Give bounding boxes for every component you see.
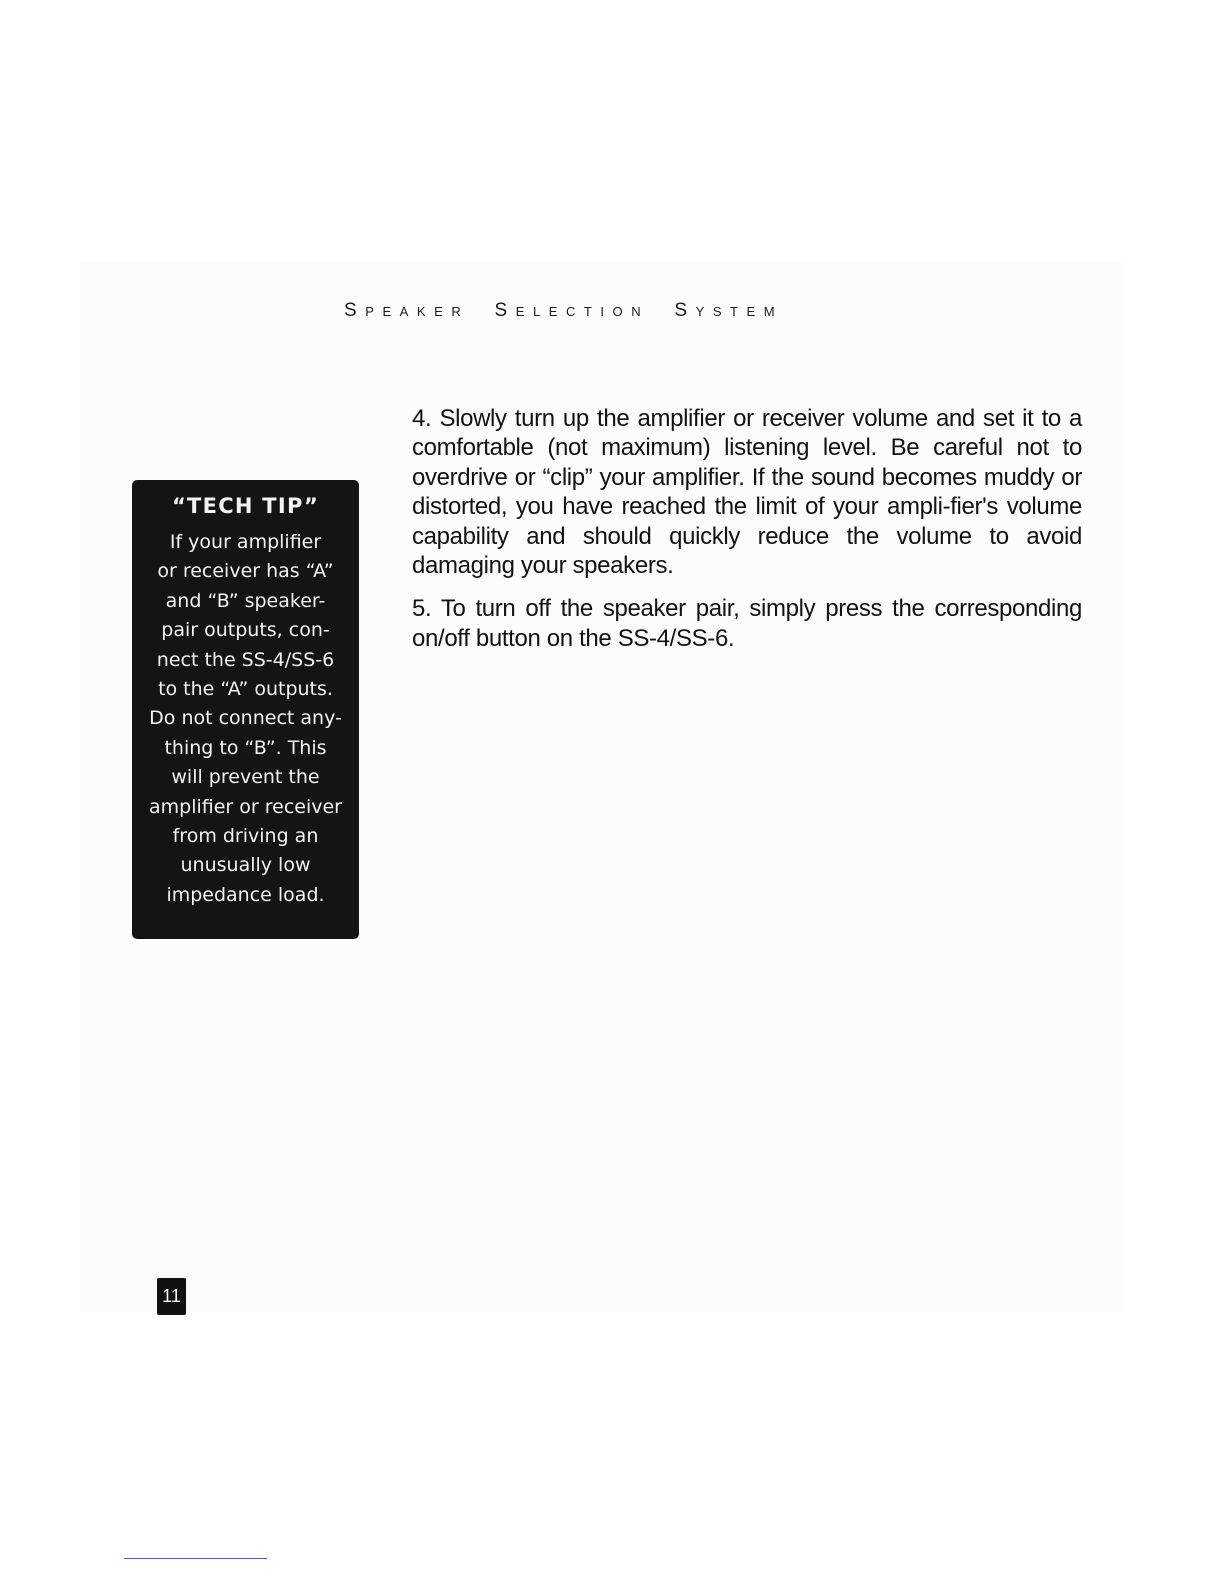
tech-tip-line: impedance load.	[166, 883, 325, 906]
tech-tip-line: thing to “B”. This	[164, 736, 327, 759]
tech-tip-line: to the “A” outputs.	[158, 678, 333, 701]
tech-tip-line: nect the SS-4/SS-6	[156, 648, 335, 671]
page-number-badge: 11	[157, 1278, 186, 1315]
tech-tip-box	[132, 480, 359, 939]
tech-tip-title: “TECH TIP”	[171, 494, 320, 518]
running-header-word: Selection	[494, 300, 650, 321]
tech-tip-line: If your amplifier	[169, 531, 322, 553]
step-5-paragraph: 5. To turn off the speaker pair, simply press the corresponding on/off button on the SS-4/SS-6.	[412, 595, 1082, 652]
tech-tip-body	[132, 528, 359, 910]
footer-rule	[124, 1558, 267, 1559]
tech-tip-line: unusually low	[180, 854, 311, 877]
tech-tip-line: and “B” speaker-	[165, 589, 326, 612]
tech-tip-line: Do not connect any-	[149, 707, 342, 730]
tech-tip-line: amplifier or receiver	[149, 795, 342, 818]
tech-tip-line: will prevent the	[171, 766, 320, 789]
running-header-word: Speaker	[344, 300, 470, 321]
step-4-paragraph: 4. Slowly turn up the amplifier or receiver volume and set it to a comfortable (not maximum) listening level. Be careful not to overdrive or “clip” your amplifier. If the sound becomes muddy or distorted, you have reached the limit of your ampli-fier's volume capability and should quickly reduce the volume to avoid damaging your speakers.	[412, 405, 1082, 580]
running-header	[344, 300, 944, 322]
tech-tip-line: pair outputs, con-	[161, 619, 330, 642]
tech-tip-line: or receiver has “A”	[157, 560, 334, 583]
tech-tip-line: from driving an	[172, 825, 319, 848]
running-header-word: System	[674, 300, 784, 321]
instruction-steps	[412, 404, 1082, 667]
